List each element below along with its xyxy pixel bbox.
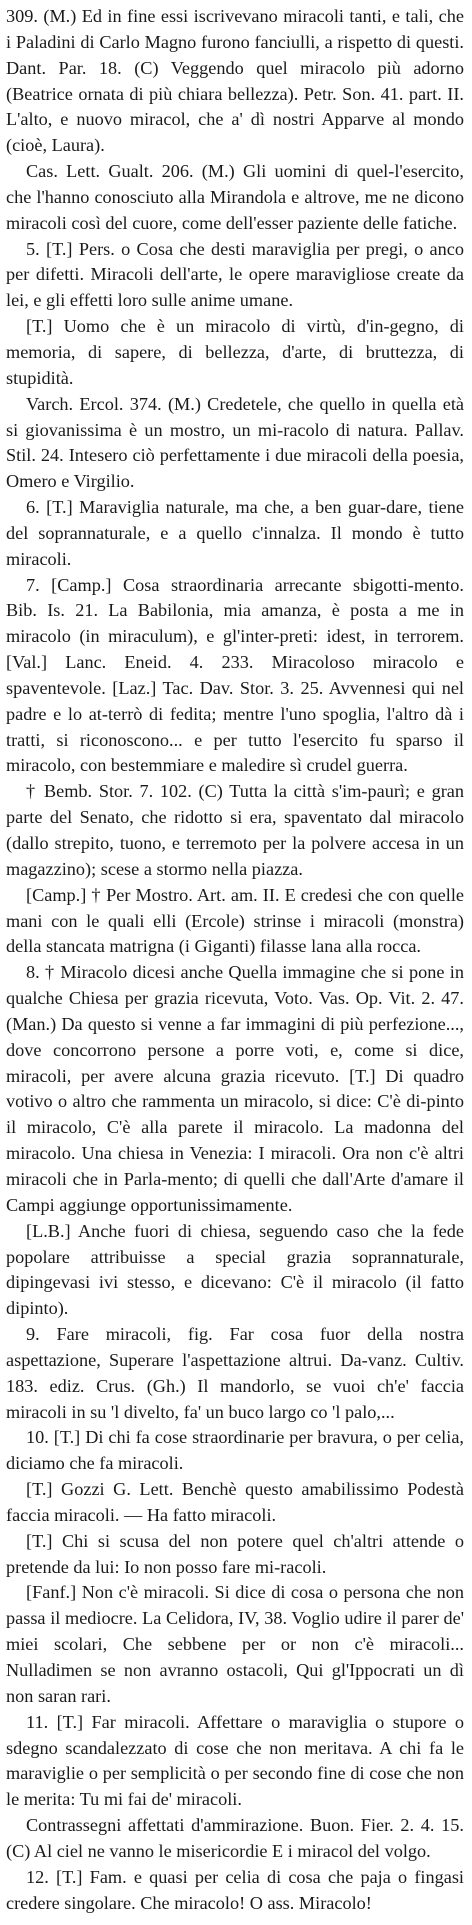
- sense-5: 5. [T.] Pers. o Cosa che desti maraviglia per pregi, o anco per difetti. Miracoli dell'arte, le opere maravigliose create da lei, e gli effetti loro sulle anime umane.: [6, 238, 464, 311]
- sense-5-citation: Varch. Ercol. 374. (M.) Credetele, che quello in quella età si giovanissima è un mostro, un mi-racolo di natura. Pallav. Stil. 24. Intesero ciò perfettamente i due miracoli della poesia, Omero e Virgilio.: [6, 393, 464, 492]
- entry-caro-citation: Cas. Lett. Gualt. 206. (M.) Gli uomini di quel-l'esercito, che l'hanno conosciuto alla Mirandola e altrove, me ne dicono miracoli così del cuore, come dell'esser paziente delle fatiche.: [6, 161, 464, 233]
- entry-309: 309. (M.) Ed in fine essi iscrivevano miracoli tanti, e tali, che i Paladini di Carlo Magno furono fanciulli, a rispetto di questi. Dant. Par. 18. (C) Veggendo quel miracolo più adorno (Beatrice ornata di più chiara bellezza). Petr. Son. 41. part. II. L'alto, e nuovo miracol, che a' dì nostri Apparve al mondo (cioè, Laura).: [6, 6, 464, 156]
- sense-10-fanfani: [Fanf.] Non c'è miracoli. Si dice di cosa o persona che non passa il mediocre. La Celidora, IV, 38. Voglio udire il parer de' miei scolari, Che sebbene per or non c'è miracoli... Nulladimen se non avranno ostacoli, Qui gl'Ippocrati un dì non saran rari.: [6, 1582, 464, 1706]
- sense-11: 11. [T.] Far miracoli. Affettare o maraviglia o stupore o sdegno scandalezzato di cose che non meritava. A chi fa le maraviglie o per semplicità o per secondo fine di cose che non le merita: Tu mi fai de' miracoli.: [6, 1711, 464, 1810]
- sense-10-gozzi: [T.] Gozzi G. Lett. Benchè questo amabilissimo Podestà faccia miracoli. — Ha fatto miracoli.: [6, 1479, 464, 1525]
- sense-12: 12. [T.] Fam. e quasi per celia di cosa che paja o fingasi credere singolare. Che miracolo! O ass. Miracolo!: [6, 1866, 464, 1913]
- sense-8-note: [L.B.] Anche fuori di chiesa, seguendo caso che la fede popolare attribuisse a special grazia soprannaturale, dipingevasi ivi stesso, e dicevano: C'è il miracolo (il fatto dipinto).: [6, 1220, 464, 1319]
- sense-6: 6. [T.] Maraviglia naturale, ma che, a ben guar-dare, tiene del soprannaturale, e a quello c'innalza. Il mondo è tutto miracoli.: [6, 497, 464, 569]
- sense-10: 10. [T.] Di chi fa cose straordinarie per bravura, o per celia, diciamo che fa miracoli.: [6, 1427, 464, 1474]
- sense-7: 7. [Camp.] Cosa straordinaria arrecante sbigotti-mento. Bib. Is. 21. La Babilonia, mia amanza, è posta a me in miracolo (in miraculum), e gl'inter-preti: idest, in terrorem. [Val.] Lanc. Eneid. 4. 233. Miracoloso miracolo e spaventevole. [Laz.] Tac. Dav. Stor. 3. 25. Avvennesi qui nel padre e lo at-terrò di fedita; mentre l'uno spoglia, l'altro dà i tratti, si riconoscono... e per tutto l'esercito fu sparso il miracolo, con bestemmiare e maledire sì crudel guerra.: [6, 574, 464, 776]
- sense-7-mostro: [Camp.] † Per Mostro. Art. am. II. E credesi che con quelle mani con le quali elli (Ercole) strinse i miracoli (monstra) della stancata matrigna (i Giganti) filasse lana alla rocca.: [6, 884, 464, 957]
- sense-7-bembo: † Bemb. Stor. 7. 102. (C) Tutta la città s'im-paurì; e gran parte del Senato, che ridotto si era, spaventato dal miracolo (dallo strepito, tuono, e terremoto per la polvere accesa in un magazzino); scese a stormo nella piazza.: [6, 781, 464, 879]
- sense-8: 8. † Miracolo dicesi anche Quella immagine che si pone in qualche Chiesa per grazia ricevuta, Voto. Vas. Op. Vit. 2. 47. (Man.) Da questo si venne a far immagini di più perfezione..., dove concorrono persone a porre voti, e, come si dice, miracoli, per avere alcuna grazia ricevuto. [T.] Di quadro votivo o altro che rammenta un miracolo, si dice: C'è di-pinto il miracolo, C'è alla parete il miracolo. La madonna del miracolo. Una chiesa in Venezia: I miracoli. Ora non c'è altri miracoli che in Parla-mento; di quelli che dall'Arte d'amare il Campi aggiunge opportunissimamente.: [6, 962, 464, 1215]
- sense-9: 9. Fare miracoli, fig. Far cosa fuor della nostra aspettazione, Superare l'aspettazione altrui. Da-vanz. Cultiv. 183. ediz. Crus. (Gh.) Il mandorlo, se vuoi ch'e' faccia miracoli in su 'l divelto, fa' un buco largo co 'l palo,...: [6, 1324, 464, 1422]
- sense-11-contrassegni: Contrassegni affettati d'ammirazione. Buon. Fier. 2. 4. 15. (C) Al ciel ne vanno le misericordie E i miracol del volgo.: [6, 1815, 464, 1861]
- sense-5-example: [T.] Uomo che è un miracolo di virtù, d'in-gegno, di memoria, di sapere, di bellezza, d'arte, di bruttezza, di stupidità.: [6, 316, 464, 388]
- sense-10-scusa: [T.] Chi si scusa del non potere quel ch'altri attende o pretende da lui: Io non posso fare mi-racoli.: [6, 1530, 464, 1577]
